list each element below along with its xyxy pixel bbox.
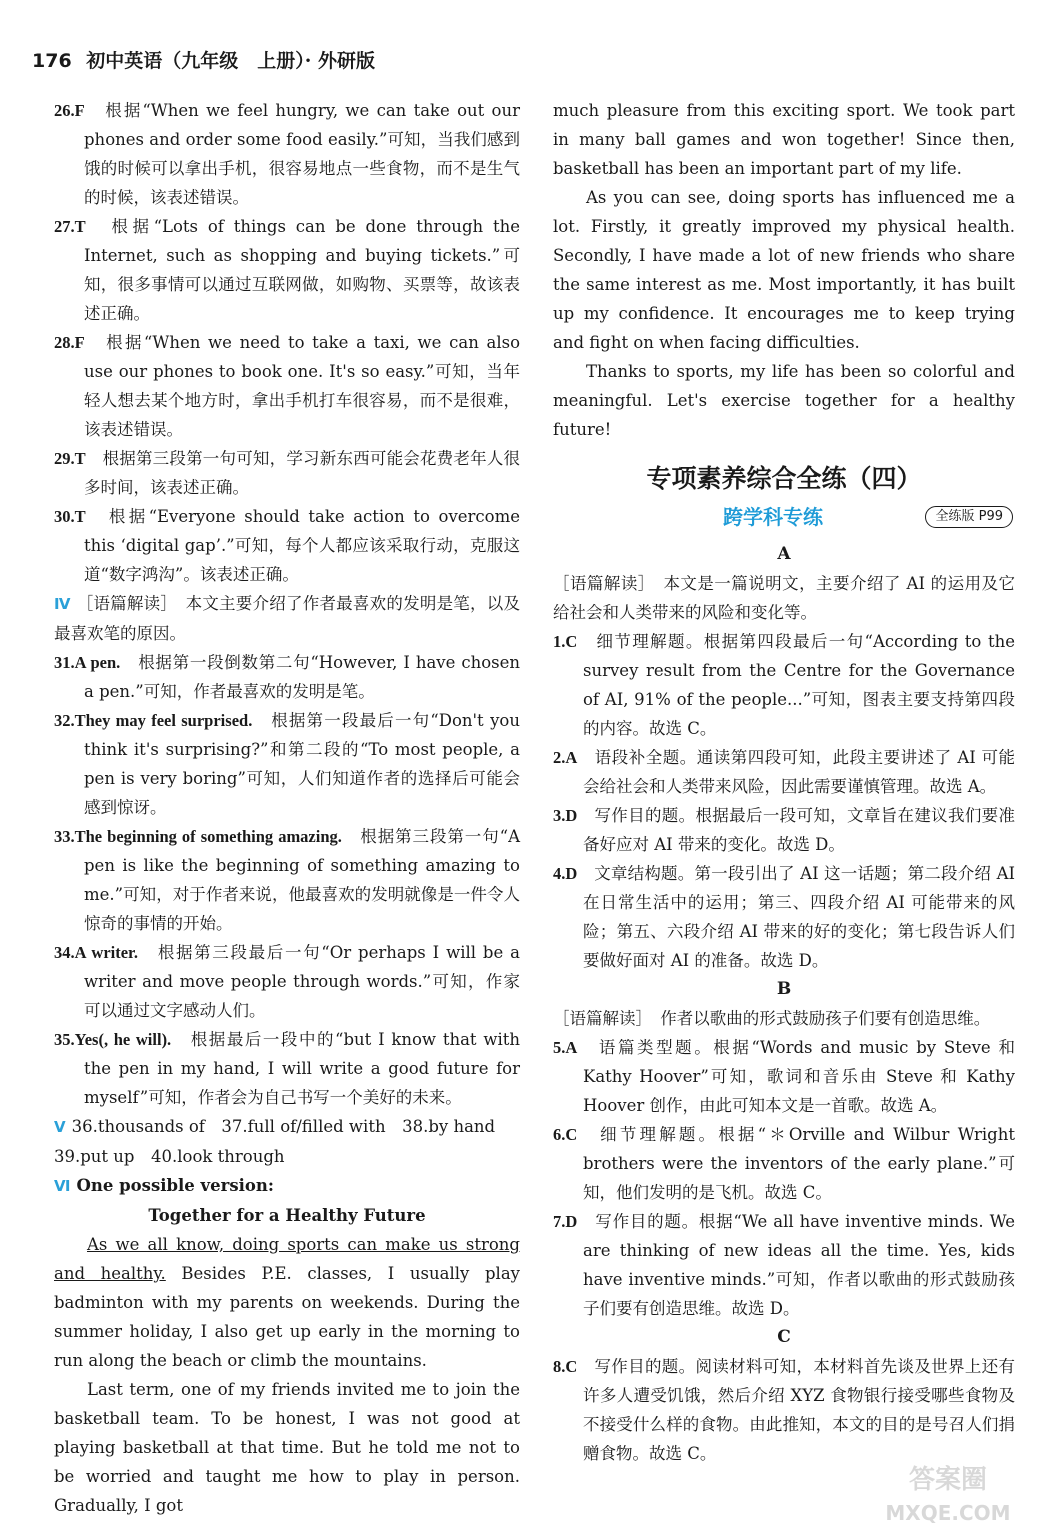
answer-text: 文章结构题。第一段引出了 AI 这一话题；第二段介绍 AI 在日常生活中的运用；第三、四段介绍 AI 可能带来的风险；第五、六段介绍 AI 带来的好的变化；第七段告诉人们要做好面对 AI 的准备。故选 D。 <box>583 864 1015 970</box>
answer-text: 根据第三段第一句“A pen is like the beginning of something amazing to me.”可知，对于作者来说，他最喜欢的发明就像是一件令人惊奇的事情的开始。 <box>84 827 521 933</box>
answer-text: 语篇类型题。根据“Words and music by Steve 和 Kathy Hoover”可知，歌词和音乐由 Steve 和 Kathy Hoover 创作，由此可知本文是一首歌。故选 A。 <box>583 1038 1015 1115</box>
answer-text: 语段补全题。通读第四段可知，此段主要讲述了 AI 可能会给社会和人类带来风险，因此需要谨慎管理。故选 A。 <box>583 748 1015 796</box>
answer-text: 根据第一段最后一句“Don't you think it's surprising?”和第二段的“To most people, a pen is very boring”可知，人们知道作者的选择后可能会感到惊讶。 <box>84 711 520 817</box>
section-text: 36.thousands of 37.full of/filled with 38.by hand <box>71 1117 496 1136</box>
answer-number: 34.A writer. <box>54 943 138 962</box>
watermark-logo <box>848 1458 1048 1528</box>
answer-number: 2.A <box>553 748 578 767</box>
section-text: ［语篇解读］ 本文主要介绍了作者最喜欢的发明是笔，以及最喜欢笔的原因。 <box>54 594 521 643</box>
paragraph-text: As you can see, doing sports has influenced me a lot. Firstly, it greatly improved my physical health. Secondly, I have made a lot of new friends who share the same interest as me. Most importantly, it has built up my confidence. It encourages me to keep trying and fight on when facing difficulties. <box>553 188 1015 352</box>
roman-numeral: Ⅵ <box>54 1177 71 1195</box>
answer-item <box>54 96 520 212</box>
roman-numeral: Ⅴ <box>54 1118 66 1136</box>
answer-number: 7.D <box>553 1212 578 1231</box>
right-column <box>553 96 1015 1468</box>
answer-number: 4.D <box>553 864 578 883</box>
text-line: 39.put up 40.look through <box>54 1147 285 1166</box>
answer-item <box>54 502 520 589</box>
answer-item <box>54 706 520 822</box>
answer-number: 27.T <box>54 217 86 236</box>
answer-item <box>54 938 520 1025</box>
paragraph-text: Thanks to sports, my life has been so colorful and meaningful. Let's exercise together for a healthy future! <box>553 362 1015 439</box>
answer-text: 根据“Lots of things can be done through the Internet, such as shopping and buying tickets.”可知，很多事情可以通过互联网做，如购物、买票等，故该表述正确。 <box>84 217 520 323</box>
answer-text: 根据最后一段中的“but I know that with the pen in my hand, I will write a good future for myself”可知，作者会为自己书写一个美好的未来。 <box>84 1030 520 1107</box>
answer-item <box>553 1352 1015 1468</box>
answer-item <box>54 1025 520 1112</box>
passage-letter: C <box>777 1327 791 1347</box>
answer-text: 根据第三段最后一句“Or perhaps I will be a writer and move people through words.”可知，作家可以通过文字感动人们。 <box>84 943 520 1020</box>
answer-item <box>553 743 1015 801</box>
answer-number: 3.D <box>553 806 578 825</box>
left-column <box>54 96 520 1520</box>
answer-text: 根据第一段倒数第二句“However, I have chosen a pen.”可知，作者最喜欢的发明是笔。 <box>84 653 521 701</box>
answer-text: 细节理解题。根据“＊Orville and Wilbur Wright brothers were the inventors of the early plane.”可知，他们发明的是飞机。故选 C。 <box>583 1125 1016 1202</box>
subtitle-row <box>553 502 1015 536</box>
answer-item <box>553 801 1015 859</box>
essay-paragraph <box>54 1375 520 1520</box>
text-line: much pleasure from this exciting sport. We took part in many ball games and won together! Since then, basketball has been an important part of my life. <box>553 101 1015 178</box>
answer-number: 1.C <box>553 632 578 651</box>
section-text: One possible version: <box>76 1176 274 1195</box>
answer-text: 写作目的题。根据最后一段可知，文章旨在建议我们要准备好应对 AI 带来的变化。故选 D。 <box>583 806 1016 854</box>
watermark-line2: MXQE.COM <box>885 1501 1011 1525</box>
section-item <box>54 589 520 648</box>
text-line: ［语篇解读］ 本文是一篇说明文，主要介绍了 AI 的运用及它给社会和人类带来的风险和变化等。 <box>553 574 1015 622</box>
answer-number: 5.A <box>553 1038 578 1057</box>
answer-item <box>54 444 520 502</box>
answer-item <box>553 627 1015 743</box>
answer-text: 根据“When we need to take a taxi, we can also use our phones to book one. It's so easy.”可知，当年轻人想去某个地方时，拿出手机打车很容易，而不是很难，该表述错误。 <box>84 333 521 439</box>
answer-item <box>54 822 520 938</box>
answer-number: 8.C <box>553 1357 578 1376</box>
section-item <box>54 1171 520 1201</box>
answer-item <box>54 648 520 706</box>
answer-text: 写作目的题。阅读材料可知，本材料首先谈及世界上还有许多人遭受饥饿，然后介绍 XYZ 食物银行接受哪些食物及不接受什么样的食物。由此推知，本文的目的是号召人们捐赠食物。故选 C。 <box>583 1357 1016 1463</box>
answer-text: 根据“Everyone should take action to overcome this ‘digital gap’.”可知，每个人都应该采取行动，克服这道“数字鸿沟”。该表述正确。 <box>84 507 521 584</box>
answer-number: 29.T <box>54 449 86 468</box>
answer-number: 28.F <box>54 333 85 352</box>
underlined-sentence: As we all know, doing sports can make us strong and healthy. <box>54 1235 520 1283</box>
answer-number: 31.A pen. <box>54 653 121 672</box>
roman-numeral: Ⅳ <box>54 595 71 613</box>
page-reference-badge: 全练版 P99 <box>925 506 1013 528</box>
section-title: 专项素养综合全练（四） <box>646 464 922 493</box>
answer-item <box>553 859 1015 975</box>
paragraph-text: Besides P.E. classes, I usually play badminton with my parents on weekends. During the summer holiday, I also get up early in the morning to run along the beach or climb the mountains. <box>54 1264 520 1370</box>
paragraph-text: Last term, one of my friends invited me to join the basketball team. To be honest, I was not good at playing basketball at that time. But he told me not to be worried and taught me how to play in person. Gradually, I got <box>54 1380 520 1515</box>
answer-text: 根据第三段第一句可知，学习新东西可能会花费老年人很多时间，该表述正确。 <box>84 449 521 497</box>
answer-item <box>54 212 520 328</box>
passage-letter: B <box>776 979 792 999</box>
watermark-line1: 答案圈 <box>908 1465 988 1495</box>
answer-text: 根据“When we feel hungry, we can take out our phones and order some food easily.”可知，当我们感到饿的时候可以拿出手机，很容易地点一些食物，而不是生气的时候，该表述错误。 <box>84 101 521 207</box>
page-number: 176 <box>32 50 72 72</box>
answer-number: 6.C <box>553 1125 578 1144</box>
answer-number: 32.They may feel surprised. <box>54 711 253 730</box>
essay-paragraph <box>553 357 1015 444</box>
essay-title: Together for a Healthy Future <box>148 1206 426 1225</box>
answer-number: 30.T <box>54 507 86 526</box>
essay-paragraph <box>54 1230 520 1375</box>
answer-text: 写作目的题。根据“We all have inventive minds. We are thinking of new ideas all the time. Yes, kids have inventive minds.”可知，作者以歌曲的形式鼓励孩子们要有创造思维。故选 D。 <box>583 1212 1016 1318</box>
book-title: 初中英语（九年级 上册）· 外研版 <box>86 50 376 72</box>
answer-item <box>553 1120 1015 1207</box>
subtitle: 跨学科专练 <box>723 505 823 529</box>
section-item <box>54 1112 520 1142</box>
answer-text: 细节理解题。根据第四段最后一句“According to the survey result from the Centre for the Governance of AI, 91% of the people...”可知，图表主要支持第四段的内容。故选 C。 <box>583 632 1015 738</box>
answer-number: 33.The beginning of something amazing. <box>54 827 342 846</box>
answer-item <box>553 1033 1015 1120</box>
essay-paragraph <box>553 183 1015 357</box>
answer-item <box>54 328 520 444</box>
text-line: ［语篇解读］ 作者以歌曲的形式鼓励孩子们要有创造思维。 <box>553 1009 991 1028</box>
page-header <box>32 46 375 73</box>
answer-item <box>553 1207 1015 1323</box>
passage-letter: A <box>777 544 791 564</box>
answer-number: 35.Yes(, he will). <box>54 1030 172 1049</box>
answer-number: 26.F <box>54 101 85 120</box>
